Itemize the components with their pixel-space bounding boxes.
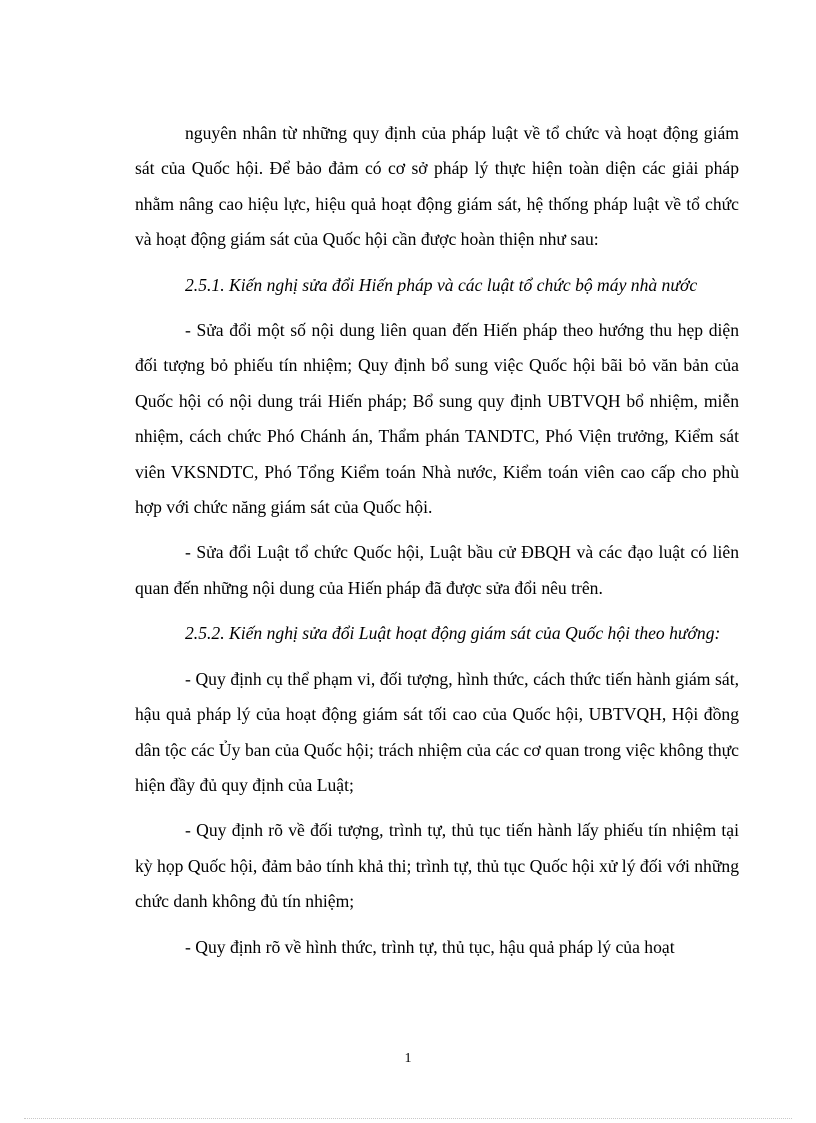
page-bottom-border	[24, 1118, 792, 1119]
paragraph-constitution-amendment: - Sửa đổi một số nội dung liên quan đến Hiến pháp theo hướng thu hẹp diện đối tượng bỏ phiếu tín nhiệm; Quy định bổ sung việc Quốc hội bãi bỏ văn bản của Quốc hội có nội dung trái Hiến pháp; Bổ sung quy định UBTVQH bổ nhiệm, miễn nhiệm, cách chức Phó Chánh án, Thẩm phán TANDTC, Phó Viện trưởng, Kiểm sát viên VKSNDTC, Phó Tổng Kiểm toán Nhà nước, Kiểm toán viên cao cấp cho phù hợp với chức năng giám sát của Quốc hội.	[135, 320, 739, 518]
paragraph-law-amendment: - Sửa đổi Luật tổ chức Quốc hội, Luật bầu cử ĐBQH và các đạo luật có liên quan đến những nội dung của Hiến pháp đã được sửa đổi nêu trên.	[135, 542, 739, 598]
section-heading-2-5-1: 2.5.1. Kiến nghị sửa đổi Hiến pháp và các luật tổ chức bộ máy nhà nước	[185, 274, 698, 295]
section-heading-2-5-2: 2.5.2. Kiến nghị sửa đổi Luật hoạt động giám sát của Quốc hội theo hướng:	[185, 623, 721, 644]
paragraph-supervision-scope: - Quy định cụ thể phạm vi, đối tượng, hình thức, cách thức tiến hành giám sát, hậu quả pháp lý của hoạt động giám sát tối cao của Quốc hội, UBTVQH, Hội đồng dân tộc các Ủy ban của Quốc hội; trách nhiệm của các cơ quan trong việc không thực hiện đầy đủ quy định của Luật;	[135, 668, 739, 795]
paragraph-legal-consequences: - Quy định rõ về hình thức, trình tự, thủ tục, hậu quả pháp lý của hoạt	[185, 936, 675, 957]
paragraph-intro: nguyên nhân từ những quy định của pháp luật về tổ chức và hoạt động giám sát của Quốc hội. Để bảo đảm có cơ sở pháp lý thực hiện toàn diện các giải pháp nhằm nâng cao hiệu lực, hiệu quả hoạt động giám sát, hệ thống pháp luật về tổ chức và hoạt động giám sát của Quốc hội cần được hoàn thiện như sau:	[135, 123, 739, 250]
document-body	[135, 116, 739, 975]
page-number: 1	[404, 1051, 412, 1066]
paragraph-confidence-vote: - Quy định rõ về đối tượng, trình tự, thủ tục tiến hành lấy phiếu tín nhiệm tại kỳ họp Quốc hội, đảm bảo tính khả thi; trình tự, thủ tục Quốc hội xử lý đối với những chức danh không đủ tín nhiệm;	[135, 820, 739, 912]
